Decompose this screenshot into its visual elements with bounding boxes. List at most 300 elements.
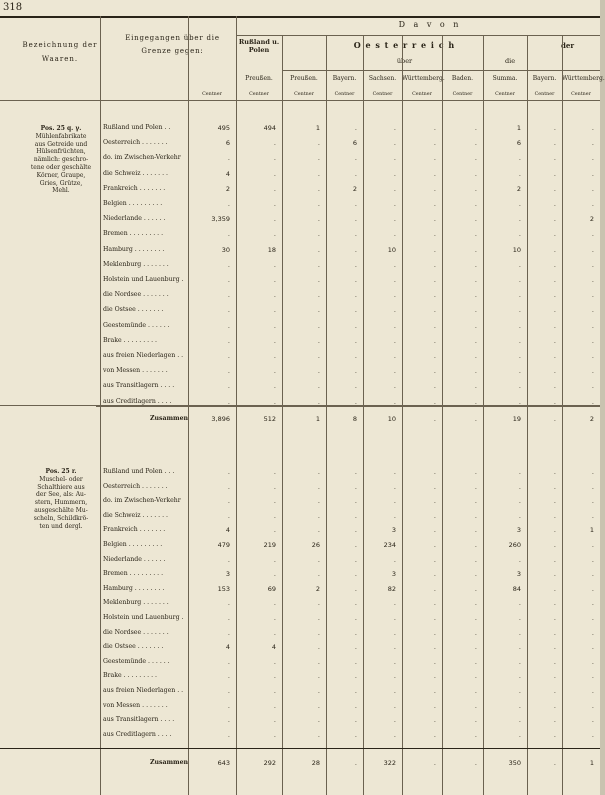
value-cell: . [474,260,477,269]
value-cell: . [553,169,556,178]
value-cell: . [273,701,276,710]
value-cell: . [433,306,436,315]
value-cell: . [354,352,357,360]
value-cell: . [317,497,320,506]
value-cell: . [433,555,436,564]
value-cell: . [317,599,320,608]
section-label-line: Pos. 25 r. [45,468,77,475]
value-cell: 2 [315,584,320,593]
value-cell: . [433,215,436,224]
value-cell: 2 [225,184,230,193]
value-cell: . [317,511,320,520]
value-cell: . [474,230,477,239]
value-cell: . [354,614,357,622]
value-cell: . [553,352,556,360]
origin-label: Holstein und Lauenburg . [103,614,184,621]
value-cell: . [474,124,477,132]
unit-header: Centner [571,92,591,97]
value-cell: . [518,397,521,406]
value-cell: . [433,169,436,178]
section-label-line: tene oder geschälte [30,163,92,171]
value-cell: 69 [267,584,276,593]
value-cell: . [553,570,556,579]
value-cell: . [273,730,276,739]
origin-label: aus Transitlagern . . . . [103,382,175,390]
value-cell: . [474,614,477,622]
value-cell: . [273,657,276,666]
value-cell: 153 [217,584,230,593]
section-label-line: Mehl. [52,187,70,195]
value-cell: 4 [225,643,230,652]
value-cell: . [227,614,230,622]
value-cell: . [227,306,230,315]
value-cell: . [393,230,396,239]
value-cell: . [317,291,320,300]
value-cell: . [393,291,396,300]
value-cell: . [474,184,477,193]
value-cell: . [273,687,276,695]
value-cell: . [474,352,477,360]
value-cell: . [474,701,477,710]
value-cell: . [553,468,556,476]
table-row [0,395,600,409]
value-cell: . [433,352,436,360]
value-cell: . [354,200,357,208]
value-cell: . [553,154,556,163]
value-cell: 3 [391,570,396,579]
value-cell: . [354,599,357,608]
section-label-line: ten und dergl. [39,522,83,530]
value-cell: . [518,382,521,391]
value-cell: . [317,468,320,476]
value-cell: . [393,628,396,637]
table-row [0,273,600,287]
value-cell: . [591,541,594,549]
value-cell: 322 [383,759,396,767]
value-cell: . [273,468,276,476]
value-cell: . [433,245,436,254]
table-row [0,655,600,669]
value-cell: . [591,200,594,208]
value-cell: 19 [512,415,521,423]
value-cell: 2 [352,184,357,193]
value-cell: . [518,599,521,608]
value-cell: 8 [352,415,357,423]
value-cell: . [591,643,594,652]
value-cell: . [591,336,594,345]
value-cell: . [433,628,436,637]
value-cell: . [518,336,521,345]
value-cell: 84 [512,584,521,593]
value-cell: . [591,672,594,681]
origin-label: Brake . . . . . . . . . [103,336,158,344]
value-cell: . [474,382,477,391]
value-cell: . [518,687,521,695]
origin-label: die Schweiz . . . . . . . [103,169,168,177]
value-cell: . [317,643,320,652]
value-cell: 4 [225,169,230,178]
value-cell: . [518,672,521,681]
value-cell: . [553,687,556,695]
header-davon: D a v o n [398,20,462,29]
origin-label: Geestemünde . . . . . . [103,321,170,329]
value-cell: . [433,184,436,193]
table-row [0,179,600,196]
value-cell: . [474,397,477,406]
value-cell: . [354,276,357,284]
section-label-line: Hülsenfrüchten, [36,148,86,156]
value-cell: . [227,260,230,269]
section-label-line: Pos. 25 q. γ. [40,125,82,132]
value-cell: . [474,169,477,178]
unit-header: Centner [495,92,515,97]
value-cell: . [393,124,396,132]
value-cell: . [393,482,396,491]
value-cell: . [273,526,276,535]
value-cell: . [393,468,396,476]
value-cell: . [518,276,521,284]
value-cell: . [474,541,477,549]
value-cell: . [227,730,230,739]
value-cell: . [227,276,230,284]
value-cell: . [433,511,436,520]
value-cell: . [354,584,357,593]
value-cell: . [227,321,230,330]
value-cell: . [273,614,276,622]
value-cell: . [591,276,594,284]
value-cell: . [354,701,357,710]
table-row [0,626,600,640]
origin-label: aus Creditlagern . . . . [103,397,172,405]
value-cell: . [553,260,556,269]
value-cell: . [433,397,436,406]
value-cell: 3 [391,526,396,535]
value-cell: . [354,511,357,520]
value-cell: . [553,730,556,739]
value-cell: 6 [516,139,521,148]
value-cell: . [553,643,556,652]
value-cell: . [591,321,594,330]
value-cell: . [317,245,320,254]
value-cell: . [433,643,436,652]
value-cell: . [227,482,230,491]
value-cell: . [433,497,436,506]
value-cell: . [354,230,357,239]
value-cell: . [474,200,477,208]
state-header: Württemberg. [402,75,445,82]
value-cell: . [317,397,320,406]
value-cell: . [433,200,436,208]
value-cell: . [317,614,320,622]
value-cell: . [474,687,477,695]
value-cell: . [553,759,556,767]
value-cell: . [227,599,230,608]
origin-label: Belgien . . . . . . . . . [103,200,163,207]
origin-label: do. im Zwischen-Verkehr [103,497,181,505]
value-cell: . [273,306,276,315]
value-cell: 2 [589,215,594,224]
state-header: Württemberg. [562,75,605,82]
value-cell: . [591,468,594,476]
value-cell: . [591,352,594,360]
value-cell: . [393,200,396,208]
value-cell: . [317,260,320,269]
value-cell: . [553,511,556,520]
value-cell: 82 [387,584,396,593]
header-goods: Bezeichnung der Waaren. [22,41,98,63]
section-label-line: scheln, Schildkrö- [33,514,89,522]
value-cell: . [518,321,521,330]
value-cell: . [591,716,594,725]
value-cell: . [474,526,477,535]
value-cell: . [433,321,436,330]
state-header: Baden. [451,75,474,82]
value-cell: . [553,230,556,239]
value-cell: . [227,687,230,695]
table-row [0,151,600,165]
table-row [0,303,600,317]
table-row [0,494,600,508]
origin-label: Oesterreich . . . . . . . [103,482,168,490]
value-cell: 350 [508,759,521,767]
value-cell: 1 [516,124,521,132]
section-label-line: stern, Hummern, [34,499,88,507]
value-cell: 3 [516,526,521,535]
value-cell: . [393,382,396,391]
value-cell: . [354,382,357,391]
origin-label: Oesterreich . . . . . . . [103,139,168,147]
value-cell: . [591,154,594,163]
value-cell: . [474,570,477,579]
value-cell: . [317,687,320,695]
value-cell: 3,896 [211,415,230,423]
value-cell: . [553,672,556,681]
origin-label: aus freien Niederlagen . . [103,352,184,359]
unit-header: Centner [249,92,269,97]
value-cell: . [354,730,357,739]
value-cell: . [227,336,230,345]
value-cell: . [273,482,276,491]
table-row [0,349,600,363]
value-cell: . [474,245,477,254]
table-row [0,334,600,348]
value-cell: 1 [315,124,320,132]
origin-label: Hamburg . . . . . . . . [103,245,165,253]
section-label-line: Gries, Grütze, [39,179,83,187]
table-row [0,699,600,713]
value-cell: 6 [352,139,357,148]
value-cell: . [227,628,230,637]
value-cell: . [227,657,230,666]
value-cell: . [433,276,436,284]
value-cell: . [354,215,357,224]
value-cell: . [393,687,396,695]
value-cell: 494 [263,124,276,132]
table-row [0,258,600,272]
value-cell: . [474,415,477,423]
value-cell: 18 [267,245,276,254]
origin-label: Zusammen [150,759,189,766]
value-cell: . [474,657,477,666]
value-cell: . [518,614,521,622]
value-cell: . [393,154,396,163]
value-cell: . [474,730,477,739]
value-cell: . [433,687,436,695]
origin-label: Niederlande . . . . . . [103,555,166,563]
value-cell: . [354,759,357,767]
value-cell: . [591,245,594,254]
value-cell: . [591,260,594,269]
table-row [0,197,600,211]
value-cell: . [354,291,357,300]
value-cell: . [227,701,230,710]
sum-row [0,412,600,426]
value-cell: . [354,657,357,666]
value-cell: 10 [512,245,521,254]
value-cell: . [273,230,276,239]
value-cell: . [273,291,276,300]
value-cell: . [518,215,521,224]
value-cell: . [354,555,357,564]
header-total: Eingegangen über die Grenze gegen: [125,34,220,55]
table-row [0,640,600,654]
value-cell: 3,359 [211,215,230,224]
value-cell: 643 [217,759,230,767]
value-cell: . [354,321,357,330]
table-row [0,596,600,610]
origin-label: die Nordsee . . . . . . . [103,291,169,299]
value-cell: . [433,599,436,608]
value-cell: . [393,511,396,520]
value-cell: . [553,555,556,564]
origin-label: Meklenburg . . . . . . . [103,599,169,607]
value-cell: . [591,230,594,239]
origin-label: Bremen . . . . . . . . . [103,570,164,578]
value-cell: . [273,628,276,637]
table-row [0,567,600,581]
value-cell: . [553,124,556,132]
section-label-line: Mühlenfabrikate [35,132,87,140]
value-cell: . [591,555,594,564]
value-cell: . [393,260,396,269]
value-cell: . [393,336,396,345]
value-cell: . [591,139,594,148]
value-cell: 1 [315,415,320,423]
value-cell: . [273,184,276,193]
value-cell: . [354,541,357,549]
value-cell: . [518,482,521,491]
value-cell: . [227,511,230,520]
value-cell: . [518,169,521,178]
value-cell: . [553,628,556,637]
unit-header: Centner [372,92,393,97]
value-cell: . [553,367,556,376]
value-cell: . [591,687,594,695]
value-cell: . [393,352,396,360]
table-row [0,319,600,333]
value-cell: . [317,730,320,739]
value-cell: . [354,397,357,406]
value-cell: . [433,716,436,725]
value-cell: . [518,468,521,476]
value-cell: . [591,397,594,406]
value-cell: . [317,306,320,315]
value-cell: . [433,124,436,132]
state-header: Bayern. [332,75,357,82]
value-cell: . [317,570,320,579]
value-cell: . [474,672,477,681]
value-cell: . [474,468,477,476]
value-cell: . [273,555,276,564]
unit-header: Centner [452,92,473,97]
value-cell: 26 [311,541,320,549]
value-cell: . [591,657,594,666]
value-cell: . [393,169,396,178]
value-cell: . [474,584,477,593]
value-cell: . [393,276,396,284]
value-cell: . [317,215,320,224]
value-cell: . [393,184,396,193]
value-cell: . [474,367,477,376]
value-cell: . [474,599,477,608]
value-cell: . [518,730,521,739]
value-cell: . [317,672,320,681]
value-cell: . [518,511,521,520]
origin-label: Brake . . . . . . . . . [103,672,158,680]
origin-label: aus Transitlagern . . . . [103,716,175,724]
unit-header: Centner [294,92,314,97]
value-cell: 495 [217,124,230,132]
header-der: der [560,41,575,50]
value-cell: 2 [516,184,521,193]
state-header: Summa. [492,75,518,82]
value-cell: . [273,336,276,345]
value-cell: . [273,169,276,178]
value-cell: . [354,628,357,637]
value-cell: . [433,415,436,423]
value-cell: 479 [217,541,230,549]
value-cell: . [273,672,276,681]
origin-label: Rußland und Polen . . . [103,468,175,475]
value-cell: . [273,352,276,360]
value-cell: . [591,511,594,520]
value-cell: . [317,169,320,178]
value-cell: . [553,276,556,284]
value-cell: 1 [589,759,594,767]
table-row [0,167,600,181]
state-header: Preußen. [290,75,318,82]
value-cell: . [518,306,521,315]
value-cell: 219 [263,541,276,549]
value-cell: . [433,367,436,376]
table-row [0,121,600,135]
value-cell: . [317,321,320,330]
origin-label: Niederlande . . . . . . [103,215,166,223]
value-cell: . [227,672,230,681]
value-cell: 28 [311,759,320,767]
value-cell: . [433,291,436,300]
value-cell: . [273,716,276,725]
value-cell: . [354,245,357,254]
value-cell: . [433,614,436,622]
value-cell: . [317,139,320,148]
value-cell: . [518,497,521,506]
value-cell: 3 [225,570,230,579]
value-cell: . [354,336,357,345]
origin-label: von Messen . . . . . . . [103,701,168,709]
page-number: 318 [3,2,23,13]
origin-label: do. im Zwischen-Verkehr [103,154,181,162]
